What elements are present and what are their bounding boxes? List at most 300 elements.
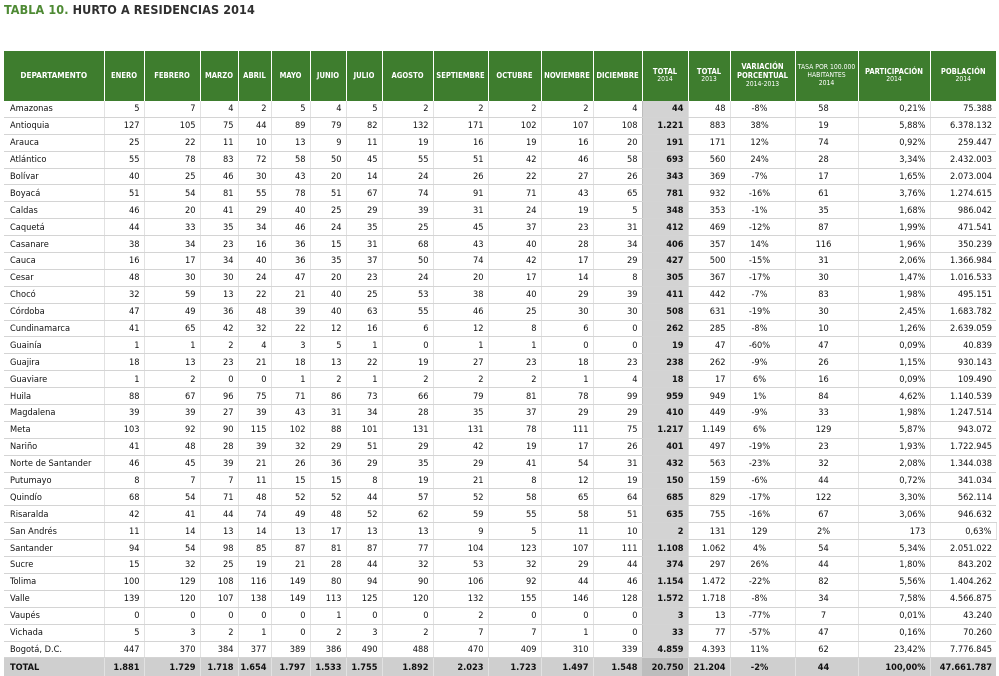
table-number: TABLA 10. (4, 2, 69, 17)
cell-julio: 29 (346, 455, 382, 472)
cell-poblacion: 471.541 (930, 219, 996, 236)
cell-departamento: Casanare (4, 236, 104, 253)
cell-tasa: 44 (795, 557, 858, 574)
cell-diciembre: 26 (593, 438, 642, 455)
cell-total-2014: 20.750 (642, 658, 688, 676)
cell-agosto: 32 (382, 557, 433, 574)
cell-junio: 15 (310, 236, 346, 253)
cell-tasa: 33 (795, 405, 858, 422)
cell-diciembre: 23 (593, 354, 642, 371)
col-variacion-main: VARIACIÓN PORCENTUAL (736, 62, 789, 81)
cell-marzo: 0 (200, 607, 238, 624)
cell-julio: 82 (346, 117, 382, 134)
cell-julio: 125 (346, 590, 382, 607)
cell-departamento: Guainía (4, 337, 104, 354)
cell-septiembre: 2 (433, 371, 488, 388)
cell-diciembre: 0 (593, 607, 642, 624)
cell-departamento: Antioquia (4, 117, 104, 134)
cell-marzo: 44 (200, 506, 238, 523)
cell-diciembre: 29 (593, 253, 642, 270)
cell-julio: 73 (346, 388, 382, 405)
cell-abril: 377 (238, 641, 271, 658)
cell-enero: 5 (104, 624, 144, 641)
table-row (4, 168, 996, 185)
cell-enero: 0 (104, 607, 144, 624)
cell-total-2013: 449 (688, 405, 730, 422)
cell-total-2013: 13 (688, 607, 730, 624)
cell-marzo: 108 (200, 573, 238, 590)
cell-abril: 32 (238, 320, 271, 337)
cell-julio: 3 (346, 624, 382, 641)
cell-enero: 139 (104, 590, 144, 607)
cell-febrero: 1 (144, 337, 200, 354)
cell-junio: 31 (310, 405, 346, 422)
cell-septiembre: 132 (433, 590, 488, 607)
cell-variacion: 38% (730, 117, 795, 134)
cell-total-2013: 560 (688, 151, 730, 168)
cell-diciembre: 19 (593, 472, 642, 489)
cell-variacion: -23% (730, 455, 795, 472)
cell-poblacion: 40.839 (930, 337, 996, 354)
cell-marzo: 23 (200, 236, 238, 253)
cell-departamento: Cundinamarca (4, 320, 104, 337)
cell-participacion: 0,01% (858, 607, 930, 624)
cell-octubre: 2 (488, 101, 541, 117)
cell-poblacion: 1.366.984 (930, 253, 996, 270)
cell-poblacion: 259.447 (930, 134, 996, 151)
cell-diciembre: 20 (593, 134, 642, 151)
cell-junio: 79 (310, 117, 346, 134)
cell-abril: 85 (238, 540, 271, 557)
table-row (4, 573, 996, 590)
table-row (4, 202, 996, 219)
table-row (4, 303, 996, 320)
cell-noviembre: 29 (541, 557, 593, 574)
cell-enero: 11 (104, 523, 144, 540)
cell-diciembre: 128 (593, 590, 642, 607)
cell-junio: 86 (310, 388, 346, 405)
cell-variacion: -1% (730, 202, 795, 219)
cell-total-2014: 412 (642, 219, 688, 236)
cell-total-2014: 19 (642, 337, 688, 354)
cell-agosto: 57 (382, 489, 433, 506)
cell-marzo: 35 (200, 219, 238, 236)
table-row (4, 134, 996, 151)
cell-tasa: 34 (795, 590, 858, 607)
cell-febrero: 1.729 (144, 658, 200, 676)
cell-agosto: 29 (382, 438, 433, 455)
cell-enero: 15 (104, 557, 144, 574)
cell-agosto: 132 (382, 117, 433, 134)
table-row (4, 455, 996, 472)
cell-mayo: 78 (271, 185, 310, 202)
cell-abril: 116 (238, 573, 271, 590)
cell-marzo: 71 (200, 489, 238, 506)
cell-octubre: 409 (488, 641, 541, 658)
cell-septiembre: 59 (433, 506, 488, 523)
cell-agosto: 2 (382, 371, 433, 388)
cell-noviembre: 28 (541, 236, 593, 253)
cell-departamento: Norte de Santander (4, 455, 104, 472)
cell-julio: 67 (346, 185, 382, 202)
cell-total-2013: 563 (688, 455, 730, 472)
cell-marzo: 42 (200, 320, 238, 337)
cell-agosto: 24 (382, 168, 433, 185)
cell-abril: 0 (238, 607, 271, 624)
cell-marzo: 28 (200, 438, 238, 455)
cell-julio: 44 (346, 489, 382, 506)
cell-septiembre: 46 (433, 303, 488, 320)
cell-septiembre: 91 (433, 185, 488, 202)
cell-febrero: 20 (144, 202, 200, 219)
cell-diciembre: 108 (593, 117, 642, 134)
cell-total-2014: 2 (642, 523, 688, 540)
cell-noviembre: 14 (541, 269, 593, 286)
cell-enero: 25 (104, 134, 144, 151)
cell-departamento: Valle (4, 590, 104, 607)
cell-octubre: 0 (488, 607, 541, 624)
cell-junio: 80 (310, 573, 346, 590)
cell-octubre: 8 (488, 472, 541, 489)
cell-agosto: 55 (382, 303, 433, 320)
cell-noviembre: 23 (541, 219, 593, 236)
cell-total-2014: 150 (642, 472, 688, 489)
cell-julio: 51 (346, 438, 382, 455)
cell-febrero: 39 (144, 405, 200, 422)
cell-total-2013: 159 (688, 472, 730, 489)
cell-junio: 5 (310, 337, 346, 354)
cell-total-2014: 262 (642, 320, 688, 337)
cell-septiembre: 12 (433, 320, 488, 337)
cell-departamento: Amazonas (4, 101, 104, 117)
cell-noviembre: 146 (541, 590, 593, 607)
cell-noviembre: 54 (541, 455, 593, 472)
cell-septiembre: 131 (433, 421, 488, 438)
cell-mayo: 89 (271, 117, 310, 134)
cell-octubre: 7 (488, 624, 541, 641)
cell-mayo: 43 (271, 168, 310, 185)
col-variacion-sub: 2014-2013 (745, 79, 780, 88)
cell-enero: 16 (104, 253, 144, 270)
cell-diciembre: 5 (593, 202, 642, 219)
cell-marzo: 107 (200, 590, 238, 607)
cell-octubre: 41 (488, 455, 541, 472)
table-row (4, 405, 996, 422)
cell-octubre: 55 (488, 506, 541, 523)
cell-octubre: 71 (488, 185, 541, 202)
cell-participacion: 5,88% (858, 117, 930, 134)
cell-octubre: 24 (488, 202, 541, 219)
cell-agosto: 19 (382, 134, 433, 151)
col-abril: ABRIL (238, 51, 271, 101)
cell-abril: 30 (238, 168, 271, 185)
cell-julio: 94 (346, 573, 382, 590)
cell-mayo: 36 (271, 236, 310, 253)
cell-marzo: 83 (200, 151, 238, 168)
cell-julio: 0 (346, 607, 382, 624)
cell-junio: 52 (310, 489, 346, 506)
cell-mayo: 39 (271, 303, 310, 320)
cell-total-2013: 4.393 (688, 641, 730, 658)
cell-junio: 25 (310, 202, 346, 219)
cell-total-2013: 829 (688, 489, 730, 506)
col-enero: ENERO (104, 51, 144, 101)
cell-agosto: 55 (382, 151, 433, 168)
col-julio: JULIO (346, 51, 382, 101)
table-row (4, 489, 996, 506)
cell-mayo: 26 (271, 455, 310, 472)
cell-tasa: 47 (795, 337, 858, 354)
cell-noviembre: 19 (541, 202, 593, 219)
cell-enero: 47 (104, 303, 144, 320)
cell-departamento: Vaupés (4, 607, 104, 624)
cell-febrero: 78 (144, 151, 200, 168)
cell-abril: 40 (238, 253, 271, 270)
cell-participacion: 5,87% (858, 421, 930, 438)
cell-abril: 29 (238, 202, 271, 219)
cell-abril: 75 (238, 388, 271, 405)
table-row (4, 472, 996, 489)
cell-participacion: 5,56% (858, 573, 930, 590)
cell-abril: 11 (238, 472, 271, 489)
cell-abril: 55 (238, 185, 271, 202)
cell-poblacion: 1.140.539 (930, 388, 996, 405)
table-row (4, 269, 996, 286)
cell-participacion: 1,68% (858, 202, 930, 219)
cell-junio: 40 (310, 286, 346, 303)
cell-total-2013: 1.149 (688, 421, 730, 438)
cell-noviembre: 17 (541, 438, 593, 455)
cell-departamento: Vichada (4, 624, 104, 641)
table-row (4, 151, 996, 168)
cell-mayo: 49 (271, 506, 310, 523)
cell-agosto: 13 (382, 523, 433, 540)
cell-abril: 22 (238, 286, 271, 303)
cell-septiembre: 53 (433, 557, 488, 574)
cell-julio: 25 (346, 286, 382, 303)
cell-noviembre: 58 (541, 506, 593, 523)
cell-departamento: Bolívar (4, 168, 104, 185)
cell-departamento: Guaviare (4, 371, 104, 388)
cell-septiembre: 21 (433, 472, 488, 489)
cell-febrero: 34 (144, 236, 200, 253)
cell-tasa: 2% (795, 523, 858, 540)
cell-marzo: 90 (200, 421, 238, 438)
cell-total-2014: 4.859 (642, 641, 688, 658)
cell-poblacion: 70.260 (930, 624, 996, 641)
cell-agosto: 2 (382, 101, 433, 117)
table-row (4, 590, 996, 607)
cell-participacion: 0,72% (858, 472, 930, 489)
col-participacion (858, 51, 930, 101)
cell-poblacion: 1.274.615 (930, 185, 996, 202)
cell-total-2013: 932 (688, 185, 730, 202)
cell-participacion: 4,62% (858, 388, 930, 405)
cell-agosto: 1.892 (382, 658, 433, 676)
cell-participacion: 2,08% (858, 455, 930, 472)
cell-tasa: 16 (795, 371, 858, 388)
table-row (4, 371, 996, 388)
cell-marzo: 46 (200, 168, 238, 185)
cell-septiembre: 9 (433, 523, 488, 540)
cell-variacion: -22% (730, 573, 795, 590)
cell-febrero: 54 (144, 185, 200, 202)
table-row (4, 641, 996, 658)
cell-septiembre: 29 (433, 455, 488, 472)
cell-poblacion: 562.114 (930, 489, 996, 506)
cell-septiembre: 2.023 (433, 658, 488, 676)
cell-tasa: 83 (795, 286, 858, 303)
cell-abril: 4 (238, 337, 271, 354)
cell-tasa: 129 (795, 421, 858, 438)
cell-tasa: 10 (795, 320, 858, 337)
cell-variacion: -8% (730, 590, 795, 607)
cell-febrero: 32 (144, 557, 200, 574)
cell-septiembre: 74 (433, 253, 488, 270)
cell-mayo: 21 (271, 557, 310, 574)
cell-agosto: 120 (382, 590, 433, 607)
col-total-2013-main: TOTAL (696, 66, 722, 76)
cell-poblacion: 0,63% (930, 523, 996, 540)
cell-noviembre: 43 (541, 185, 593, 202)
cell-total-2013: 1.718 (688, 590, 730, 607)
cell-mayo: 0 (271, 607, 310, 624)
cell-diciembre: 0 (593, 337, 642, 354)
cell-abril: 2 (238, 101, 271, 117)
cell-departamento: Guajira (4, 354, 104, 371)
cell-poblacion: 1.722.945 (930, 438, 996, 455)
cell-noviembre: 18 (541, 354, 593, 371)
cell-septiembre: 31 (433, 202, 488, 219)
cell-departamento: Meta (4, 421, 104, 438)
cell-variacion: -9% (730, 354, 795, 371)
cell-junio: 36 (310, 455, 346, 472)
cell-departamento: Chocó (4, 286, 104, 303)
cell-enero: 94 (104, 540, 144, 557)
cell-abril: 19 (238, 557, 271, 574)
cell-abril: 24 (238, 269, 271, 286)
cell-noviembre: 1 (541, 624, 593, 641)
cell-diciembre: 10 (593, 523, 642, 540)
cell-participacion: 173 (858, 523, 930, 540)
cell-mayo: 58 (271, 151, 310, 168)
cell-mayo: 32 (271, 438, 310, 455)
cell-mayo: 47 (271, 269, 310, 286)
cell-noviembre: 111 (541, 421, 593, 438)
col-octubre: OCTUBRE (488, 51, 541, 101)
table-row (4, 421, 996, 438)
cell-agosto: 62 (382, 506, 433, 523)
cell-participacion: 0,21% (858, 101, 930, 117)
col-total-2013 (688, 51, 730, 101)
col-diciembre: DICIEMBRE (593, 51, 642, 101)
cell-total-2013: 285 (688, 320, 730, 337)
cell-departamento: Santander (4, 540, 104, 557)
cell-marzo: 98 (200, 540, 238, 557)
cell-enero: 51 (104, 185, 144, 202)
cell-tasa: 84 (795, 388, 858, 405)
cell-febrero: 13 (144, 354, 200, 371)
cell-septiembre: 27 (433, 354, 488, 371)
table-body (4, 101, 996, 676)
cell-variacion: -12% (730, 219, 795, 236)
cell-participacion: 0,09% (858, 337, 930, 354)
cell-noviembre: 46 (541, 151, 593, 168)
table-row (4, 438, 996, 455)
cell-poblacion: 2.432.003 (930, 151, 996, 168)
cell-diciembre: 31 (593, 455, 642, 472)
cell-septiembre: 45 (433, 219, 488, 236)
total-row (4, 658, 996, 676)
cell-julio: 35 (346, 219, 382, 236)
cell-participacion: 100,00% (858, 658, 930, 676)
cell-variacion: 1% (730, 388, 795, 405)
cell-total-2014: 781 (642, 185, 688, 202)
table-title (4, 2, 255, 17)
cell-febrero: 25 (144, 168, 200, 185)
cell-total-2014: 33 (642, 624, 688, 641)
cell-junio: 1.533 (310, 658, 346, 676)
cell-agosto: 66 (382, 388, 433, 405)
cell-total-2014: 305 (642, 269, 688, 286)
cell-total-2013: 131 (688, 523, 730, 540)
cell-junio: 40 (310, 303, 346, 320)
cell-departamento: Córdoba (4, 303, 104, 320)
cell-marzo: 0 (200, 371, 238, 388)
cell-octubre: 81 (488, 388, 541, 405)
cell-total-2014: 1.108 (642, 540, 688, 557)
cell-departamento: Putumayo (4, 472, 104, 489)
cell-septiembre: 104 (433, 540, 488, 557)
cell-variacion: -8% (730, 320, 795, 337)
cell-variacion: -2% (730, 658, 795, 676)
cell-agosto: 90 (382, 573, 433, 590)
cell-total-2014: 432 (642, 455, 688, 472)
cell-enero: 46 (104, 455, 144, 472)
cell-abril: 48 (238, 489, 271, 506)
cell-agosto: 53 (382, 286, 433, 303)
cell-junio: 20 (310, 168, 346, 185)
cell-octubre: 1.723 (488, 658, 541, 676)
cell-total-2014: 959 (642, 388, 688, 405)
cell-julio: 29 (346, 202, 382, 219)
cell-septiembre: 106 (433, 573, 488, 590)
cell-participacion: 1,15% (858, 354, 930, 371)
cell-noviembre: 11 (541, 523, 593, 540)
cell-octubre: 32 (488, 557, 541, 574)
cell-julio: 5 (346, 101, 382, 117)
cell-mayo: 0 (271, 624, 310, 641)
cell-tasa: 87 (795, 219, 858, 236)
cell-agosto: 19 (382, 354, 433, 371)
cell-octubre: 17 (488, 269, 541, 286)
cell-departamento: San Andrés (4, 523, 104, 540)
cell-poblacion: 986.042 (930, 202, 996, 219)
cell-septiembre: 42 (433, 438, 488, 455)
cell-enero: 41 (104, 438, 144, 455)
cell-marzo: 1.718 (200, 658, 238, 676)
cell-julio: 101 (346, 421, 382, 438)
cell-mayo: 36 (271, 253, 310, 270)
cell-departamento: Boyacá (4, 185, 104, 202)
cell-poblacion: 341.034 (930, 472, 996, 489)
cell-octubre: 58 (488, 489, 541, 506)
cell-junio: 13 (310, 354, 346, 371)
cell-noviembre: 78 (541, 388, 593, 405)
cell-enero: 38 (104, 236, 144, 253)
cell-diciembre: 1.548 (593, 658, 642, 676)
col-agosto: AGOSTO (382, 51, 433, 101)
